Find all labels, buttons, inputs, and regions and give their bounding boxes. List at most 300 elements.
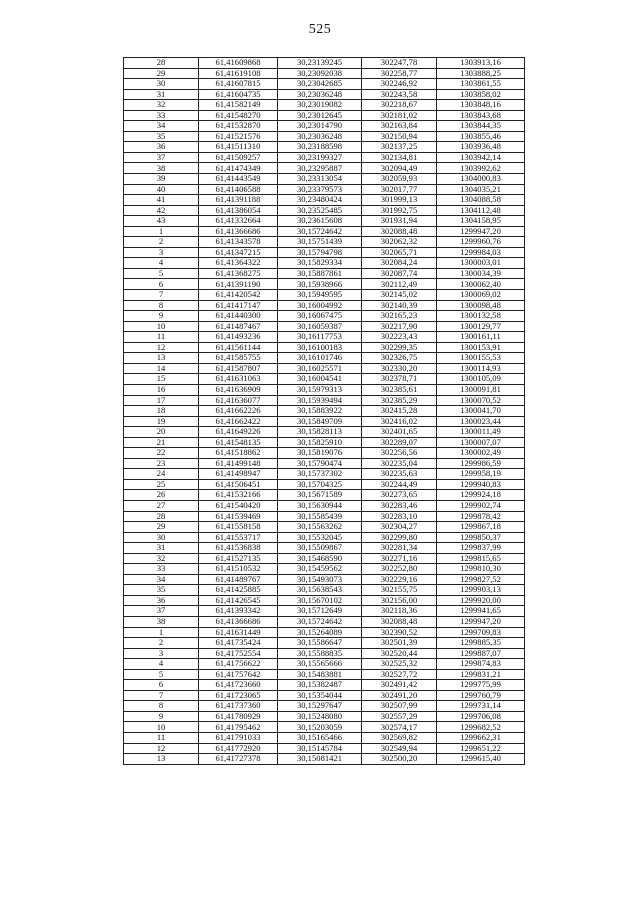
longitude-cell: 30,23188598 <box>278 142 362 153</box>
x-coordinate-cell: 302017,77 <box>362 184 437 195</box>
longitude-cell: 30,15849709 <box>278 416 362 427</box>
y-coordinate-cell: 1300011,49 <box>437 427 525 438</box>
point-number-cell: 43 <box>124 216 199 227</box>
y-coordinate-cell: 1300002,49 <box>437 448 525 459</box>
latitude-cell: 61,41636077 <box>199 395 278 406</box>
latitude-cell: 61,41607815 <box>199 79 278 90</box>
x-coordinate-cell: 302271,16 <box>362 553 437 564</box>
longitude-cell: 30,23036248 <box>278 89 362 100</box>
x-coordinate-cell: 302520,44 <box>362 648 437 659</box>
table-row <box>124 395 525 406</box>
point-number-cell: 6 <box>124 680 199 691</box>
latitude-cell: 61,41506451 <box>199 479 278 490</box>
y-coordinate-cell: 1299947,20 <box>437 226 525 237</box>
table-row <box>124 490 525 501</box>
point-number-cell: 27 <box>124 500 199 511</box>
table-row <box>124 374 525 385</box>
y-coordinate-cell: 1304158,95 <box>437 216 525 227</box>
table-row <box>124 58 525 69</box>
y-coordinate-cell: 1300132,58 <box>437 311 525 322</box>
point-number-cell: 11 <box>124 733 199 744</box>
latitude-cell: 61,41420542 <box>199 290 278 301</box>
point-number-cell: 13 <box>124 754 199 765</box>
longitude-cell: 30,15829334 <box>278 258 362 269</box>
x-coordinate-cell: 302330,20 <box>362 363 437 374</box>
y-coordinate-cell: 1303888,25 <box>437 68 525 79</box>
table-row <box>124 627 525 638</box>
y-coordinate-cell: 1299902,74 <box>437 500 525 511</box>
point-number-cell: 1 <box>124 226 199 237</box>
longitude-cell: 30,15630944 <box>278 500 362 511</box>
longitude-cell: 30,23525485 <box>278 205 362 216</box>
x-coordinate-cell: 302155,75 <box>362 585 437 596</box>
x-coordinate-cell: 302229,16 <box>362 574 437 585</box>
point-number-cell: 32 <box>124 553 199 564</box>
latitude-cell: 61,41757642 <box>199 669 278 680</box>
table-row <box>124 363 525 374</box>
longitude-cell: 30,16101746 <box>278 353 362 364</box>
latitude-cell: 61,41425885 <box>199 585 278 596</box>
table-row <box>124 659 525 670</box>
x-coordinate-cell: 302283,46 <box>362 500 437 511</box>
point-number-cell: 2 <box>124 237 199 248</box>
x-coordinate-cell: 302223,43 <box>362 332 437 343</box>
table-row <box>124 500 525 511</box>
x-coordinate-cell: 301999,13 <box>362 195 437 206</box>
longitude-cell: 30,15737302 <box>278 469 362 480</box>
latitude-cell: 61,41772920 <box>199 743 278 754</box>
point-number-cell: 4 <box>124 659 199 670</box>
table-row <box>124 574 525 585</box>
y-coordinate-cell: 1299810,30 <box>437 564 525 575</box>
y-coordinate-cell: 1299941,65 <box>437 606 525 617</box>
latitude-cell: 61,41604735 <box>199 89 278 100</box>
latitude-cell: 61,41406588 <box>199 184 278 195</box>
point-number-cell: 42 <box>124 205 199 216</box>
y-coordinate-cell: 1299850,37 <box>437 532 525 543</box>
y-coordinate-cell: 1304000,83 <box>437 174 525 185</box>
longitude-cell: 30,16059387 <box>278 321 362 332</box>
table-row <box>124 237 525 248</box>
x-coordinate-cell: 302501,39 <box>362 638 437 649</box>
y-coordinate-cell: 1300069,02 <box>437 290 525 301</box>
x-coordinate-cell: 302088,48 <box>362 226 437 237</box>
x-coordinate-cell: 302525,32 <box>362 659 437 670</box>
y-coordinate-cell: 1299958,19 <box>437 469 525 480</box>
longitude-cell: 30,15671589 <box>278 490 362 501</box>
point-number-cell: 17 <box>124 395 199 406</box>
latitude-cell: 61,41499148 <box>199 458 278 469</box>
longitude-cell: 30,15468590 <box>278 553 362 564</box>
point-number-cell: 38 <box>124 616 199 627</box>
latitude-cell: 61,41532870 <box>199 121 278 132</box>
point-number-cell: 5 <box>124 268 199 279</box>
x-coordinate-cell: 302118,36 <box>362 606 437 617</box>
longitude-cell: 30,23199327 <box>278 152 362 163</box>
point-number-cell: 25 <box>124 479 199 490</box>
y-coordinate-cell: 1299709,83 <box>437 627 525 638</box>
table-row <box>124 321 525 332</box>
table-row <box>124 595 525 606</box>
x-coordinate-cell: 302390,52 <box>362 627 437 638</box>
point-number-cell: 41 <box>124 195 199 206</box>
x-coordinate-cell: 302527,72 <box>362 669 437 680</box>
longitude-cell: 30,23036248 <box>278 131 362 142</box>
x-coordinate-cell: 302145,02 <box>362 290 437 301</box>
table-row <box>124 247 525 258</box>
latitude-cell: 61,41426545 <box>199 595 278 606</box>
table-row <box>124 216 525 227</box>
x-coordinate-cell: 302235,04 <box>362 458 437 469</box>
y-coordinate-cell: 1304035,21 <box>437 184 525 195</box>
table-row <box>124 163 525 174</box>
point-number-cell: 12 <box>124 342 199 353</box>
x-coordinate-cell: 302088,48 <box>362 616 437 627</box>
y-coordinate-cell: 1299682,52 <box>437 722 525 733</box>
x-coordinate-cell: 302491,20 <box>362 690 437 701</box>
x-coordinate-cell: 302256,56 <box>362 448 437 459</box>
point-number-cell: 19 <box>124 416 199 427</box>
longitude-cell: 30,15493073 <box>278 574 362 585</box>
table-row <box>124 479 525 490</box>
x-coordinate-cell: 302140,39 <box>362 300 437 311</box>
latitude-cell: 61,41474349 <box>199 163 278 174</box>
point-number-cell: 3 <box>124 648 199 659</box>
latitude-cell: 61,41727378 <box>199 754 278 765</box>
latitude-cell: 61,41343578 <box>199 237 278 248</box>
latitude-cell: 61,41391190 <box>199 279 278 290</box>
x-coordinate-cell: 302059,93 <box>362 174 437 185</box>
longitude-cell: 30,15638543 <box>278 585 362 596</box>
y-coordinate-cell: 1303843,68 <box>437 110 525 121</box>
latitude-cell: 61,41737360 <box>199 701 278 712</box>
x-coordinate-cell: 302112,49 <box>362 279 437 290</box>
latitude-cell: 61,41548270 <box>199 110 278 121</box>
point-number-cell: 16 <box>124 384 199 395</box>
table-row <box>124 669 525 680</box>
x-coordinate-cell: 302062,32 <box>362 237 437 248</box>
point-number-cell: 35 <box>124 585 199 596</box>
table-row <box>124 226 525 237</box>
longitude-cell: 30,15670102 <box>278 595 362 606</box>
coordinates-table-body <box>124 58 525 765</box>
latitude-cell: 61,41609868 <box>199 58 278 69</box>
x-coordinate-cell: 302244,49 <box>362 479 437 490</box>
latitude-cell: 61,41548135 <box>199 437 278 448</box>
y-coordinate-cell: 1299651,22 <box>437 743 525 754</box>
x-coordinate-cell: 302134,81 <box>362 152 437 163</box>
point-number-cell: 28 <box>124 511 199 522</box>
y-coordinate-cell: 1303844,35 <box>437 121 525 132</box>
longitude-cell: 30,16100183 <box>278 342 362 353</box>
table-row <box>124 89 525 100</box>
point-number-cell: 14 <box>124 363 199 374</box>
y-coordinate-cell: 1303848,16 <box>437 100 525 111</box>
table-row <box>124 416 525 427</box>
latitude-cell: 61,41662422 <box>199 416 278 427</box>
latitude-cell: 61,41518862 <box>199 448 278 459</box>
longitude-cell: 30,15532045 <box>278 532 362 543</box>
latitude-cell: 61,41509257 <box>199 152 278 163</box>
y-coordinate-cell: 1303861,55 <box>437 79 525 90</box>
point-number-cell: 37 <box>124 152 199 163</box>
table-row <box>124 532 525 543</box>
table-row <box>124 342 525 353</box>
longitude-cell: 30,15297647 <box>278 701 362 712</box>
x-coordinate-cell: 302247,78 <box>362 58 437 69</box>
x-coordinate-cell: 302283,10 <box>362 511 437 522</box>
y-coordinate-cell: 1300003,01 <box>437 258 525 269</box>
point-number-cell: 38 <box>124 163 199 174</box>
table-row <box>124 311 525 322</box>
point-number-cell: 8 <box>124 300 199 311</box>
longitude-cell: 30,23014790 <box>278 121 362 132</box>
latitude-cell: 61,41587807 <box>199 363 278 374</box>
x-coordinate-cell: 302246,92 <box>362 79 437 90</box>
latitude-cell: 61,41780929 <box>199 711 278 722</box>
y-coordinate-cell: 1303942,14 <box>437 152 525 163</box>
x-coordinate-cell: 302304,27 <box>362 522 437 533</box>
point-number-cell: 12 <box>124 743 199 754</box>
point-number-cell: 23 <box>124 458 199 469</box>
longitude-cell: 30,16004992 <box>278 300 362 311</box>
longitude-cell: 30,15828113 <box>278 427 362 438</box>
longitude-cell: 30,23379573 <box>278 184 362 195</box>
y-coordinate-cell: 1303858,02 <box>437 89 525 100</box>
point-number-cell: 33 <box>124 564 199 575</box>
longitude-cell: 30,15883922 <box>278 406 362 417</box>
point-number-cell: 3 <box>124 247 199 258</box>
x-coordinate-cell: 302569,82 <box>362 733 437 744</box>
latitude-cell: 61,41527135 <box>199 553 278 564</box>
coordinates-table-wrapper <box>123 57 525 765</box>
table-row <box>124 458 525 469</box>
x-coordinate-cell: 301992,75 <box>362 205 437 216</box>
longitude-cell: 30,15382487 <box>278 680 362 691</box>
table-row <box>124 585 525 596</box>
longitude-cell: 30,15585439 <box>278 511 362 522</box>
x-coordinate-cell: 302385,29 <box>362 395 437 406</box>
table-row <box>124 100 525 111</box>
table-row <box>124 690 525 701</box>
y-coordinate-cell: 1304088,58 <box>437 195 525 206</box>
point-number-cell: 5 <box>124 669 199 680</box>
table-row <box>124 469 525 480</box>
x-coordinate-cell: 302385,61 <box>362 384 437 395</box>
y-coordinate-cell: 1304112,48 <box>437 205 525 216</box>
y-coordinate-cell: 1303936,48 <box>437 142 525 153</box>
latitude-cell: 61,41366686 <box>199 616 278 627</box>
x-coordinate-cell: 302574,17 <box>362 722 437 733</box>
latitude-cell: 61,41539469 <box>199 511 278 522</box>
point-number-cell: 33 <box>124 110 199 121</box>
latitude-cell: 61,41723065 <box>199 690 278 701</box>
y-coordinate-cell: 1299831,21 <box>437 669 525 680</box>
longitude-cell: 30,16117753 <box>278 332 362 343</box>
table-row <box>124 290 525 301</box>
point-number-cell: 36 <box>124 142 199 153</box>
y-coordinate-cell: 1299878,42 <box>437 511 525 522</box>
latitude-cell: 61,41489767 <box>199 574 278 585</box>
x-coordinate-cell: 302084,24 <box>362 258 437 269</box>
point-number-cell: 26 <box>124 490 199 501</box>
longitude-cell: 30,23042685 <box>278 79 362 90</box>
point-number-cell: 9 <box>124 711 199 722</box>
latitude-cell: 61,41540420 <box>199 500 278 511</box>
x-coordinate-cell: 302500,20 <box>362 754 437 765</box>
table-row <box>124 427 525 438</box>
x-coordinate-cell: 302289,07 <box>362 437 437 448</box>
point-number-cell: 21 <box>124 437 199 448</box>
table-row <box>124 616 525 627</box>
longitude-cell: 30,15203059 <box>278 722 362 733</box>
point-number-cell: 28 <box>124 58 199 69</box>
y-coordinate-cell: 1300023,44 <box>437 416 525 427</box>
page-number: 525 <box>308 22 332 37</box>
table-row <box>124 522 525 533</box>
y-coordinate-cell: 1299837,99 <box>437 543 525 554</box>
longitude-cell: 30,16025571 <box>278 363 362 374</box>
table-row <box>124 406 525 417</box>
table-row <box>124 68 525 79</box>
table-row <box>124 564 525 575</box>
table-row <box>124 543 525 554</box>
latitude-cell: 61,41510532 <box>199 564 278 575</box>
latitude-cell: 61,41386054 <box>199 205 278 216</box>
point-number-cell: 35 <box>124 131 199 142</box>
y-coordinate-cell: 1300098,48 <box>437 300 525 311</box>
latitude-cell: 61,41561144 <box>199 342 278 353</box>
y-coordinate-cell: 1299615,40 <box>437 754 525 765</box>
x-coordinate-cell: 302150,94 <box>362 131 437 142</box>
table-row <box>124 384 525 395</box>
table-row <box>124 743 525 754</box>
point-number-cell: 20 <box>124 427 199 438</box>
x-coordinate-cell: 302218,67 <box>362 100 437 111</box>
table-row <box>124 195 525 206</box>
point-number-cell: 39 <box>124 174 199 185</box>
latitude-cell: 61,41393342 <box>199 606 278 617</box>
x-coordinate-cell: 302281,34 <box>362 543 437 554</box>
table-row <box>124 121 525 132</box>
latitude-cell: 61,41521576 <box>199 131 278 142</box>
table-row <box>124 152 525 163</box>
table-row <box>124 300 525 311</box>
table-row <box>124 353 525 364</box>
x-coordinate-cell: 302165,23 <box>362 311 437 322</box>
x-coordinate-cell: 302491,42 <box>362 680 437 691</box>
y-coordinate-cell: 1300153,91 <box>437 342 525 353</box>
point-number-cell: 32 <box>124 100 199 111</box>
y-coordinate-cell: 1299760,79 <box>437 690 525 701</box>
table-row <box>124 332 525 343</box>
y-coordinate-cell: 1299731,14 <box>437 701 525 712</box>
point-number-cell: 15 <box>124 374 199 385</box>
table-row <box>124 437 525 448</box>
y-coordinate-cell: 1299827,52 <box>437 574 525 585</box>
table-row <box>124 79 525 90</box>
x-coordinate-cell: 302401,65 <box>362 427 437 438</box>
latitude-cell: 61,41636909 <box>199 384 278 395</box>
longitude-cell: 30,15949595 <box>278 290 362 301</box>
y-coordinate-cell: 1300129,77 <box>437 321 525 332</box>
longitude-cell: 30,15588835 <box>278 648 362 659</box>
latitude-cell: 61,41649226 <box>199 427 278 438</box>
x-coordinate-cell: 302094,49 <box>362 163 437 174</box>
x-coordinate-cell: 302299,35 <box>362 342 437 353</box>
longitude-cell: 30,16067475 <box>278 311 362 322</box>
y-coordinate-cell: 1299706,08 <box>437 711 525 722</box>
point-number-cell: 6 <box>124 279 199 290</box>
y-coordinate-cell: 1303855,46 <box>437 131 525 142</box>
latitude-cell: 61,41443549 <box>199 174 278 185</box>
x-coordinate-cell: 302087,74 <box>362 268 437 279</box>
point-number-cell: 11 <box>124 332 199 343</box>
x-coordinate-cell: 302415,28 <box>362 406 437 417</box>
y-coordinate-cell: 1303992,62 <box>437 163 525 174</box>
latitude-cell: 61,41391188 <box>199 195 278 206</box>
longitude-cell: 30,23019082 <box>278 100 362 111</box>
longitude-cell: 30,23615608 <box>278 216 362 227</box>
point-number-cell: 29 <box>124 68 199 79</box>
longitude-cell: 30,15790474 <box>278 458 362 469</box>
longitude-cell: 30,15483881 <box>278 669 362 680</box>
point-number-cell: 29 <box>124 522 199 533</box>
table-row <box>124 701 525 712</box>
y-coordinate-cell: 1299984,03 <box>437 247 525 258</box>
table-row <box>124 279 525 290</box>
longitude-cell: 30,15563262 <box>278 522 362 533</box>
y-coordinate-cell: 1300155,53 <box>437 353 525 364</box>
longitude-cell: 30,15939494 <box>278 395 362 406</box>
point-number-cell: 30 <box>124 79 199 90</box>
table-row <box>124 268 525 279</box>
y-coordinate-cell: 1299903,13 <box>437 585 525 596</box>
table-row <box>124 511 525 522</box>
longitude-cell: 30,15081421 <box>278 754 362 765</box>
y-coordinate-cell: 1300041,70 <box>437 406 525 417</box>
longitude-cell: 30,15565666 <box>278 659 362 670</box>
longitude-cell: 30,15586647 <box>278 638 362 649</box>
longitude-cell: 30,15264089 <box>278 627 362 638</box>
x-coordinate-cell: 302163,84 <box>362 121 437 132</box>
point-number-cell: 10 <box>124 722 199 733</box>
y-coordinate-cell: 1299662,31 <box>437 733 525 744</box>
latitude-cell: 61,41536838 <box>199 543 278 554</box>
latitude-cell: 61,41756622 <box>199 659 278 670</box>
y-coordinate-cell: 1303913,16 <box>437 58 525 69</box>
point-number-cell: 31 <box>124 543 199 554</box>
longitude-cell: 30,23092038 <box>278 68 362 79</box>
point-number-cell: 37 <box>124 606 199 617</box>
latitude-cell: 61,41553717 <box>199 532 278 543</box>
latitude-cell: 61,41662226 <box>199 406 278 417</box>
longitude-cell: 30,15938966 <box>278 279 362 290</box>
table-row <box>124 448 525 459</box>
y-coordinate-cell: 1300070,52 <box>437 395 525 406</box>
point-number-cell: 10 <box>124 321 199 332</box>
x-coordinate-cell: 302326,75 <box>362 353 437 364</box>
table-row <box>124 205 525 216</box>
table-row <box>124 754 525 765</box>
table-row <box>124 733 525 744</box>
x-coordinate-cell: 301931,94 <box>362 216 437 227</box>
longitude-cell: 30,15724642 <box>278 616 362 627</box>
longitude-cell: 30,15354044 <box>278 690 362 701</box>
y-coordinate-cell: 1299815,65 <box>437 553 525 564</box>
y-coordinate-cell: 1300161,11 <box>437 332 525 343</box>
longitude-cell: 30,15459562 <box>278 564 362 575</box>
